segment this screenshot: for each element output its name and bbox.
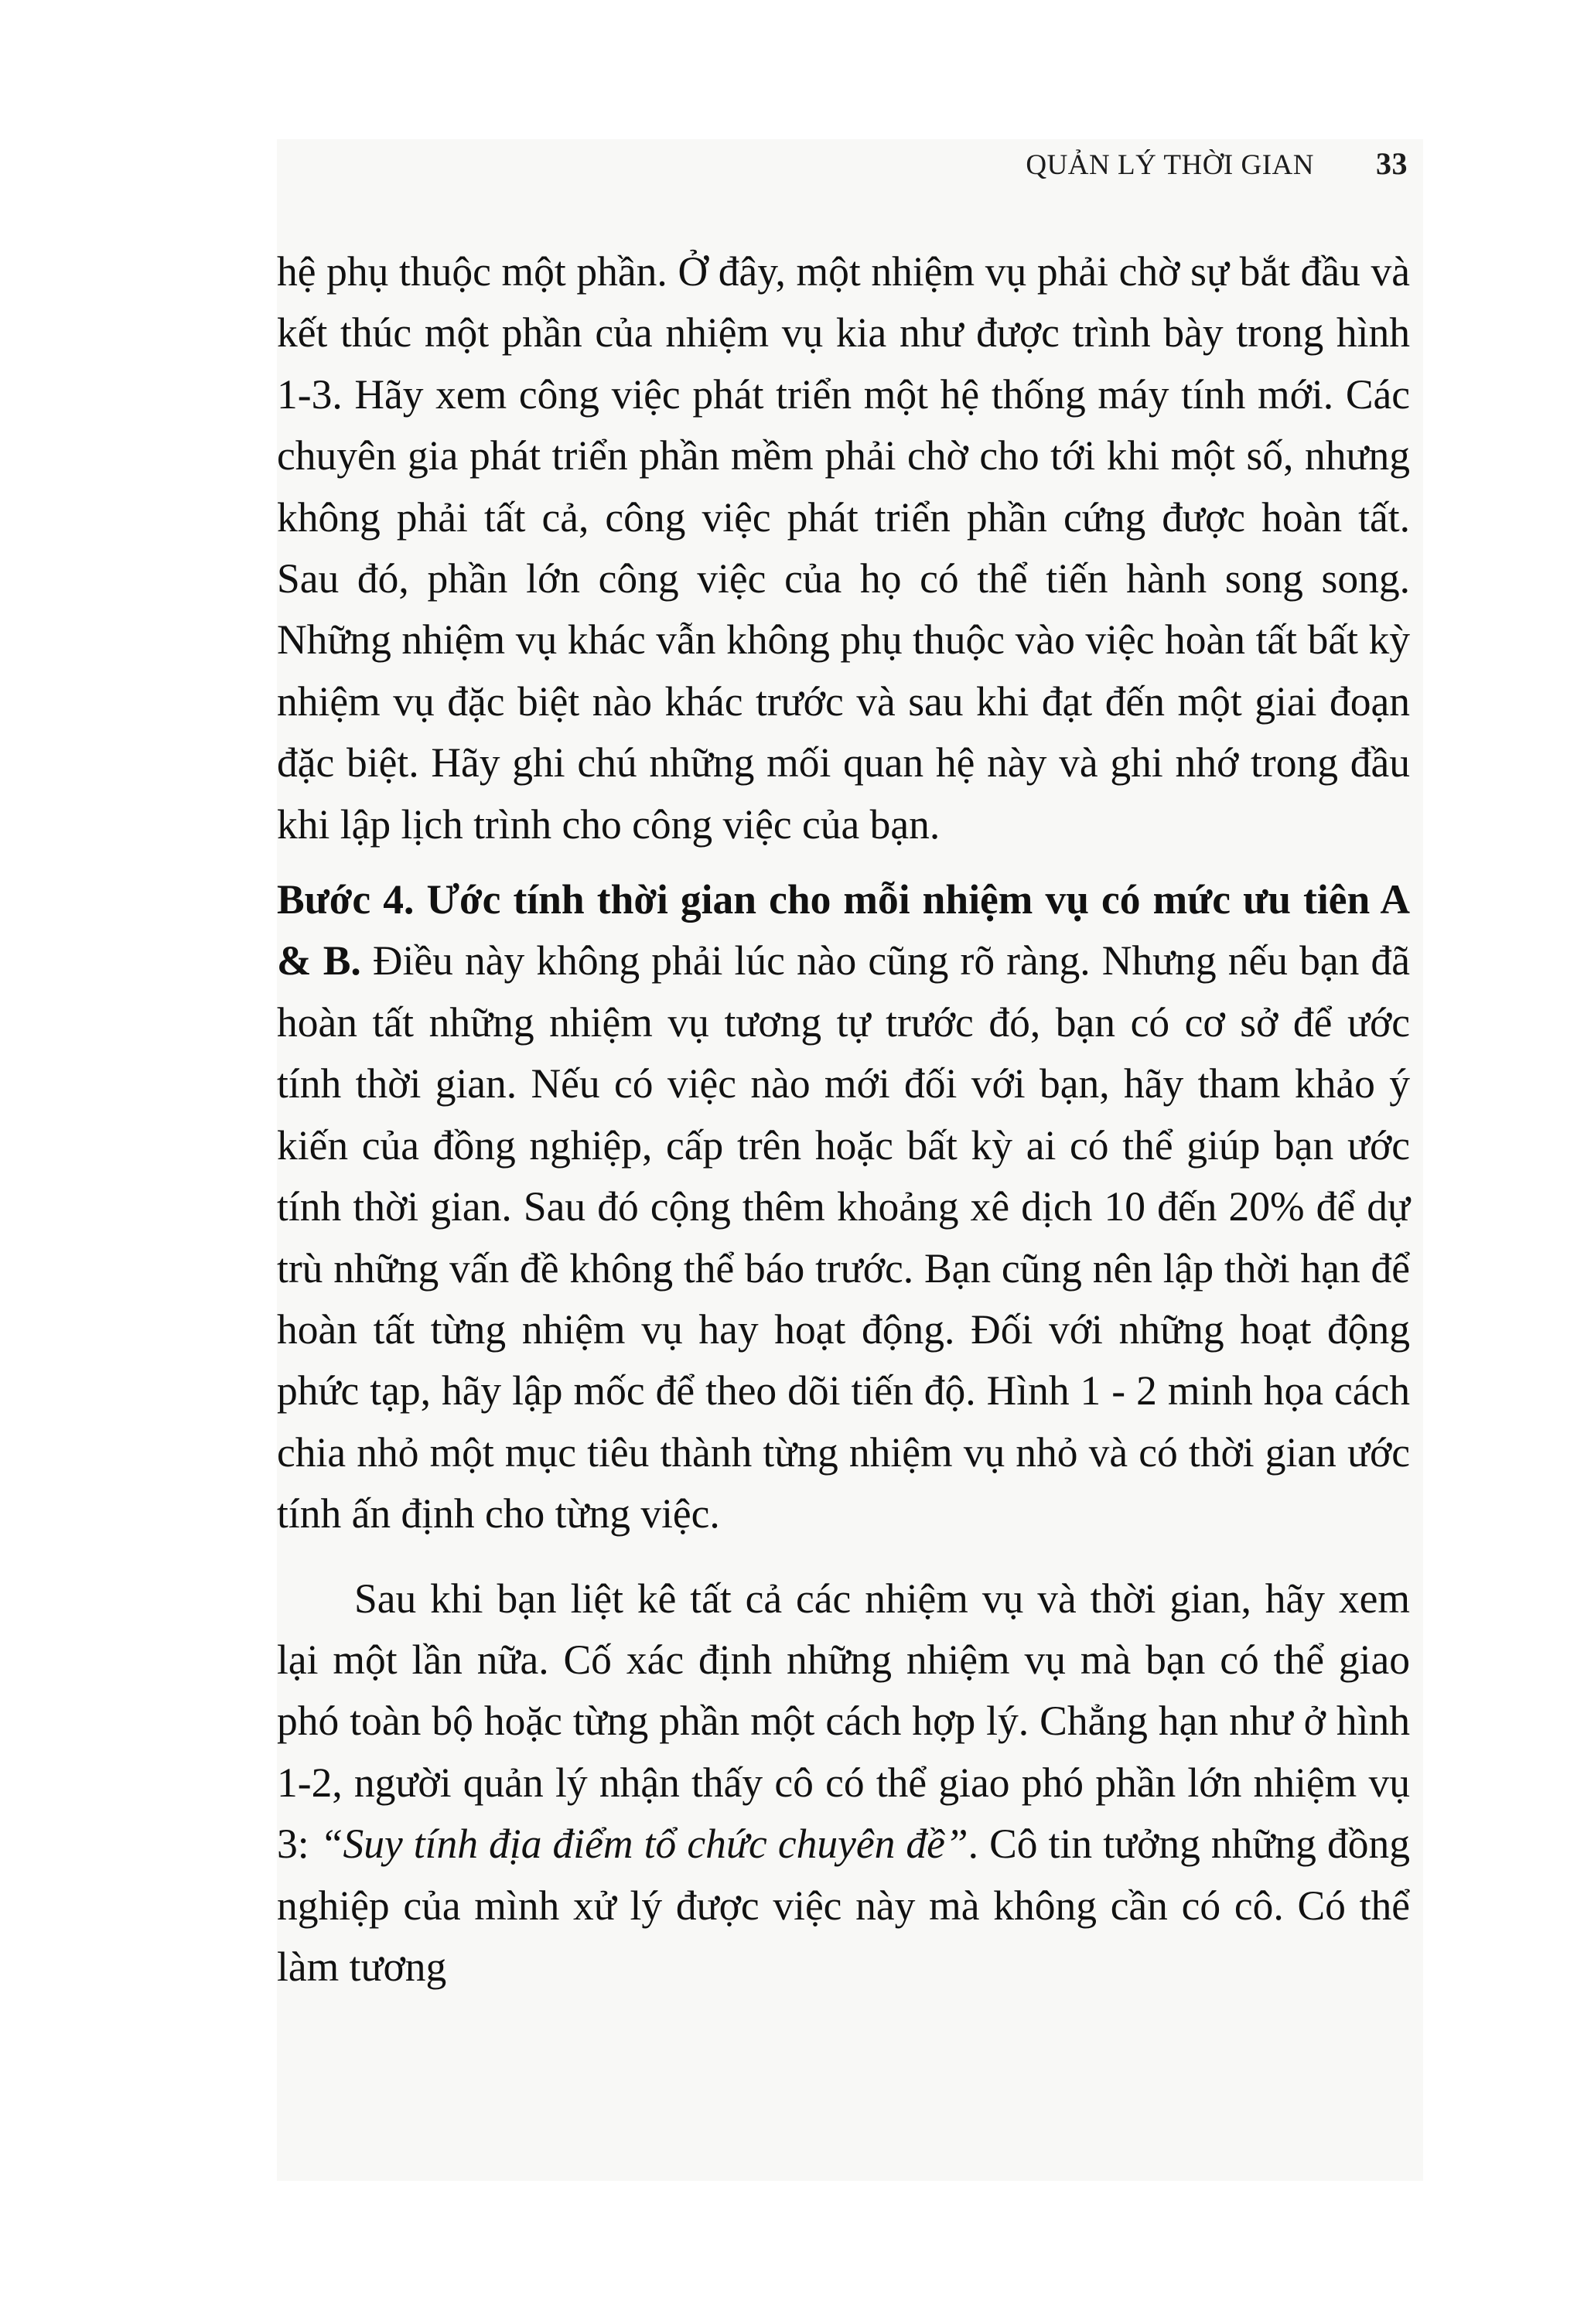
task-quote: “Suy tính địa điểm tổ chức chuyên đề” — [319, 1821, 968, 1868]
paragraph-step-4 — [277, 869, 1410, 1544]
page-number: 33 — [1376, 146, 1408, 181]
delegation-text-after-quote: . Cô tin tưởng những đồng nghiệp của mình xử lý được việc này mà không cần có cô. Có thể làm tương — [277, 1821, 1411, 1990]
paragraph-delegation — [277, 1568, 1410, 1998]
step-4-label: Bước 4. Ước tính thời gian cho mỗi nhiệm vụ có mức ưu tiên A & B. — [277, 876, 1410, 985]
body-text — [277, 241, 1410, 1998]
running-header — [277, 145, 1408, 186]
running-title: QUẢN LÝ THỜI GIAN — [1026, 149, 1314, 181]
step-4-text: Điều này không phải lúc nào cũng rõ ràng. Nhưng nếu bạn đã hoàn tất những nhiệm vụ tương tự trước đó, bạn có cơ sở để ước tính thời gian. Nếu có việc nào mới đối với bạn, hãy tham khảo ý kiến của đồng nghiệp, cấp trên hoặc bất kỳ ai có thể giúp bạn ước tính thời gian. Sau đó cộng thêm khoảng xê dịch 10 đến 20% để dự trù những vấn đề không thể báo trước. Bạn cũng nên lập thời hạn để hoàn tất từng nhiệm vụ hay hoạt động. Đối với những hoạt động phức tạp, hãy lập mốc để theo dõi tiến độ. Hình 1 - 2 minh họa cách chia nhỏ một mục tiêu thành từng nhiệm vụ nhỏ và có thời gian ước tính ấn định cho từng việc. — [277, 937, 1411, 1537]
delegation-text-before-quote: Sau khi bạn liệt kê tất cả các nhiệm vụ và thời gian, hãy xem lại một lần nữa. Cố xác định những nhiệm vụ mà bạn có thể giao phó toàn bộ hoặc từng phần một cách hợp lý. Chẳng hạn như ở hình 1-2, người quản lý nhận thấy cô có thể giao phó phần lớn nhiệm vụ 3: — [277, 1575, 1410, 1868]
paragraph-dependencies: hệ phụ thuộc một phần. Ở đây, một nhiệm vụ phải chờ sự bắt đầu và kết thúc một phần của nhiệm vụ kia như được trình bày trong hình 1-3. Hãy xem công việc phát triển một hệ thống máy tính mới. Các chuyên gia phát triển phần mềm phải chờ cho tới khi một số, nhưng không phải tất cả, công việc phát triển phần cứng được hoàn tất. Sau đó, phần lớn công việc của họ có thể tiến hành song song. Những nhiệm vụ khác vẫn không phụ thuộc vào việc hoàn tất bất kỳ nhiệm vụ đặc biệt nào khác trước và sau khi đạt đến một giai đoạn đặc biệt. Hãy ghi chú những mối quan hệ này và ghi nhớ trong đầu khi lập lịch trình cho công việc của bạn. — [277, 248, 1410, 848]
